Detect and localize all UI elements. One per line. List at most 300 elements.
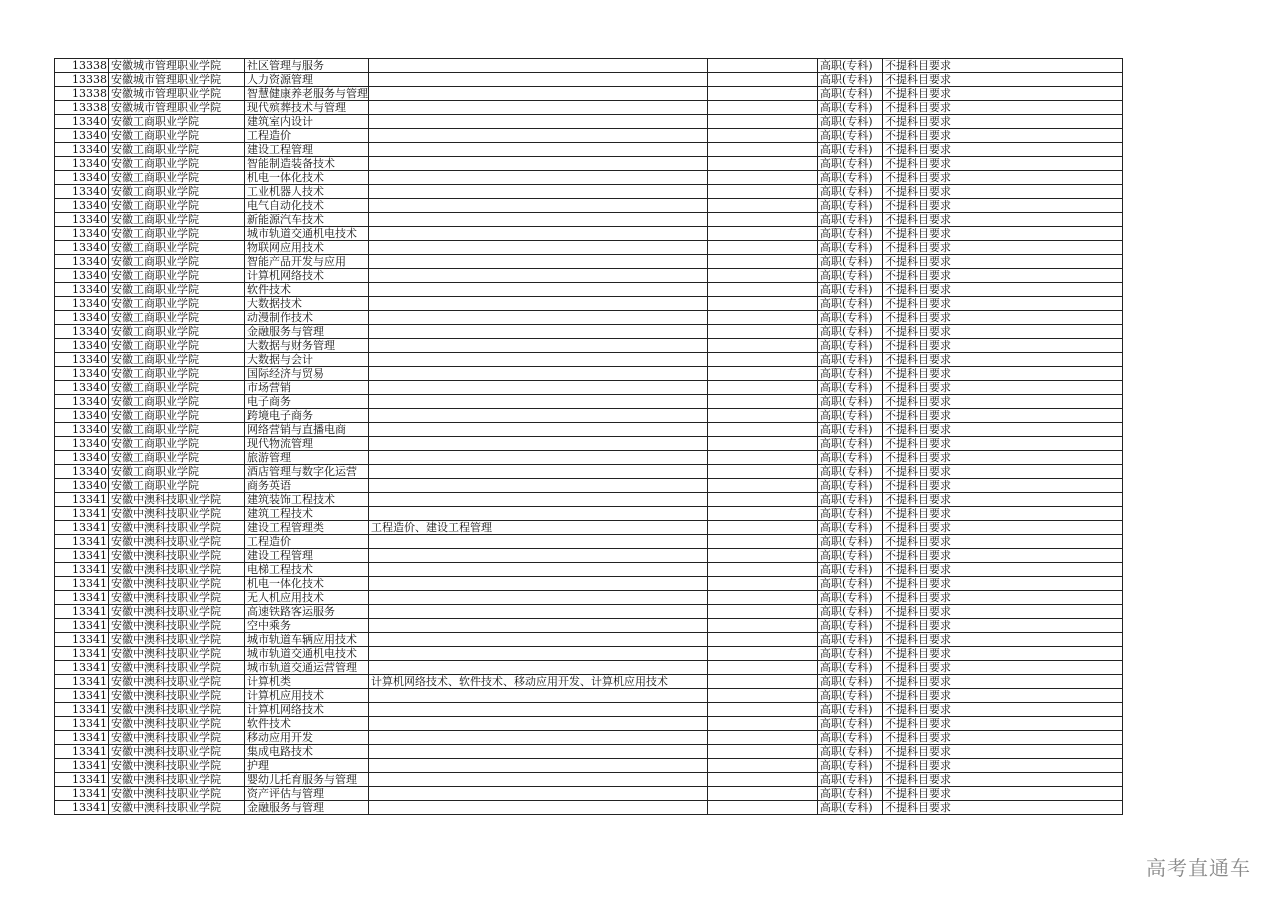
major-name-cell: 建设工程管理 — [245, 143, 369, 157]
table-row — [55, 787, 1123, 801]
school-code-cell: 13340 — [55, 423, 109, 437]
level-cell: 高职(专科) — [818, 143, 883, 157]
school-name-cell: 安徽工商职业学院 — [109, 437, 245, 451]
table-row — [55, 269, 1123, 283]
school-code-cell: 13340 — [55, 325, 109, 339]
table-row — [55, 185, 1123, 199]
subject-requirement-cell: 不提科目要求 — [883, 759, 1123, 773]
school-name-cell: 安徽中澳科技职业学院 — [109, 675, 245, 689]
subject-requirement-cell: 不提科目要求 — [883, 171, 1123, 185]
included-majors-cell — [369, 619, 708, 633]
subject-requirement-cell: 不提科目要求 — [883, 493, 1123, 507]
major-name-cell: 电气自动化技术 — [245, 199, 369, 213]
school-name-cell: 安徽中澳科技职业学院 — [109, 647, 245, 661]
school-name-cell: 安徽工商职业学院 — [109, 199, 245, 213]
included-majors-cell — [369, 703, 708, 717]
school-name-cell: 安徽工商职业学院 — [109, 115, 245, 129]
table-row — [55, 647, 1123, 661]
note-cell — [708, 577, 818, 591]
included-majors-cell — [369, 605, 708, 619]
school-name-cell: 安徽工商职业学院 — [109, 353, 245, 367]
level-cell: 高职(专科) — [818, 773, 883, 787]
level-cell: 高职(专科) — [818, 759, 883, 773]
included-majors-cell — [369, 409, 708, 423]
table-row — [55, 353, 1123, 367]
school-code-cell: 13340 — [55, 395, 109, 409]
major-name-cell: 新能源汽车技术 — [245, 213, 369, 227]
subject-requirement-cell: 不提科目要求 — [883, 633, 1123, 647]
school-code-cell: 13340 — [55, 227, 109, 241]
school-name-cell: 安徽中澳科技职业学院 — [109, 745, 245, 759]
level-cell: 高职(专科) — [818, 591, 883, 605]
school-code-cell: 13340 — [55, 171, 109, 185]
major-name-cell: 工业机器人技术 — [245, 185, 369, 199]
school-name-cell: 安徽中澳科技职业学院 — [109, 535, 245, 549]
major-name-cell: 工程造价 — [245, 535, 369, 549]
subject-requirement-cell: 不提科目要求 — [883, 745, 1123, 759]
included-majors-cell — [369, 171, 708, 185]
school-code-cell: 13341 — [55, 591, 109, 605]
level-cell: 高职(专科) — [818, 367, 883, 381]
major-name-cell: 酒店管理与数字化运营 — [245, 465, 369, 479]
note-cell — [708, 297, 818, 311]
school-code-cell: 13340 — [55, 339, 109, 353]
level-cell: 高职(专科) — [818, 115, 883, 129]
subject-requirement-cell: 不提科目要求 — [883, 787, 1123, 801]
level-cell: 高职(专科) — [818, 339, 883, 353]
subject-requirement-cell: 不提科目要求 — [883, 73, 1123, 87]
school-code-cell: 13341 — [55, 619, 109, 633]
school-name-cell: 安徽工商职业学院 — [109, 269, 245, 283]
table-row — [55, 465, 1123, 479]
school-code-cell: 13340 — [55, 283, 109, 297]
subject-requirement-cell: 不提科目要求 — [883, 87, 1123, 101]
level-cell: 高职(专科) — [818, 87, 883, 101]
school-code-cell: 13341 — [55, 535, 109, 549]
subject-requirement-cell: 不提科目要求 — [883, 647, 1123, 661]
major-name-cell: 现代殡葬技术与管理 — [245, 101, 369, 115]
school-code-cell: 13340 — [55, 199, 109, 213]
included-majors-cell — [369, 59, 708, 73]
included-majors-cell — [369, 381, 708, 395]
table-row — [55, 311, 1123, 325]
level-cell: 高职(专科) — [818, 409, 883, 423]
school-name-cell: 安徽工商职业学院 — [109, 171, 245, 185]
major-name-cell: 城市轨道车辆应用技术 — [245, 633, 369, 647]
subject-requirement-cell: 不提科目要求 — [883, 423, 1123, 437]
table-row — [55, 703, 1123, 717]
major-name-cell: 城市轨道交通运营管理 — [245, 661, 369, 675]
school-name-cell: 安徽工商职业学院 — [109, 423, 245, 437]
level-cell: 高职(专科) — [818, 745, 883, 759]
table-row — [55, 689, 1123, 703]
note-cell — [708, 171, 818, 185]
subject-requirement-cell: 不提科目要求 — [883, 213, 1123, 227]
note-cell — [708, 143, 818, 157]
school-code-cell: 13340 — [55, 353, 109, 367]
subject-requirement-cell: 不提科目要求 — [883, 549, 1123, 563]
included-majors-cell — [369, 241, 708, 255]
major-name-cell: 工程造价 — [245, 129, 369, 143]
table-row — [55, 325, 1123, 339]
school-name-cell: 安徽中澳科技职业学院 — [109, 801, 245, 815]
level-cell: 高职(专科) — [818, 479, 883, 493]
major-name-cell: 计算机应用技术 — [245, 689, 369, 703]
subject-requirement-cell: 不提科目要求 — [883, 59, 1123, 73]
included-majors-cell — [369, 269, 708, 283]
note-cell — [708, 479, 818, 493]
note-cell — [708, 493, 818, 507]
subject-requirement-cell: 不提科目要求 — [883, 143, 1123, 157]
major-name-cell: 电梯工程技术 — [245, 563, 369, 577]
table-row — [55, 731, 1123, 745]
major-name-cell: 城市轨道交通机电技术 — [245, 227, 369, 241]
level-cell: 高职(专科) — [818, 731, 883, 745]
major-name-cell: 国际经济与贸易 — [245, 367, 369, 381]
table-row — [55, 423, 1123, 437]
included-majors-cell — [369, 591, 708, 605]
school-code-cell: 13341 — [55, 507, 109, 521]
major-name-cell: 婴幼儿托育服务与管理 — [245, 773, 369, 787]
level-cell: 高职(专科) — [818, 605, 883, 619]
table-row — [55, 241, 1123, 255]
school-code-cell: 13341 — [55, 605, 109, 619]
school-name-cell: 安徽工商职业学院 — [109, 395, 245, 409]
level-cell: 高职(专科) — [818, 521, 883, 535]
subject-requirement-cell: 不提科目要求 — [883, 353, 1123, 367]
note-cell — [708, 535, 818, 549]
included-majors-cell — [369, 479, 708, 493]
subject-requirement-cell: 不提科目要求 — [883, 269, 1123, 283]
table-row — [55, 171, 1123, 185]
subject-requirement-cell: 不提科目要求 — [883, 367, 1123, 381]
school-code-cell: 13340 — [55, 367, 109, 381]
note-cell — [708, 227, 818, 241]
note-cell — [708, 549, 818, 563]
table-row — [55, 563, 1123, 577]
included-majors-cell — [369, 115, 708, 129]
school-name-cell: 安徽工商职业学院 — [109, 367, 245, 381]
school-code-cell: 13341 — [55, 563, 109, 577]
note-cell — [708, 787, 818, 801]
table-row — [55, 157, 1123, 171]
included-majors-cell — [369, 129, 708, 143]
school-code-cell: 13340 — [55, 185, 109, 199]
note-cell — [708, 703, 818, 717]
table-row — [55, 451, 1123, 465]
level-cell: 高职(专科) — [818, 269, 883, 283]
included-majors-cell — [369, 325, 708, 339]
subject-requirement-cell: 不提科目要求 — [883, 129, 1123, 143]
admission-table — [54, 58, 1123, 815]
table-row — [55, 59, 1123, 73]
table-row — [55, 619, 1123, 633]
level-cell: 高职(专科) — [818, 199, 883, 213]
level-cell: 高职(专科) — [818, 633, 883, 647]
subject-requirement-cell: 不提科目要求 — [883, 199, 1123, 213]
note-cell — [708, 339, 818, 353]
note-cell — [708, 521, 818, 535]
table-row — [55, 521, 1123, 535]
subject-requirement-cell: 不提科目要求 — [883, 311, 1123, 325]
included-majors-cell — [369, 437, 708, 451]
school-code-cell: 13340 — [55, 437, 109, 451]
level-cell: 高职(专科) — [818, 171, 883, 185]
school-name-cell: 安徽工商职业学院 — [109, 381, 245, 395]
level-cell: 高职(专科) — [818, 185, 883, 199]
school-name-cell: 安徽工商职业学院 — [109, 129, 245, 143]
table-row — [55, 675, 1123, 689]
subject-requirement-cell: 不提科目要求 — [883, 297, 1123, 311]
included-majors-cell — [369, 185, 708, 199]
note-cell — [708, 675, 818, 689]
table-row — [55, 661, 1123, 675]
table-row — [55, 367, 1123, 381]
level-cell: 高职(专科) — [818, 381, 883, 395]
table-row — [55, 801, 1123, 815]
subject-requirement-cell: 不提科目要求 — [883, 535, 1123, 549]
included-majors-cell — [369, 647, 708, 661]
school-code-cell: 13340 — [55, 157, 109, 171]
table-row — [55, 507, 1123, 521]
major-name-cell: 空中乘务 — [245, 619, 369, 633]
subject-requirement-cell: 不提科目要求 — [883, 773, 1123, 787]
major-name-cell: 旅游管理 — [245, 451, 369, 465]
school-name-cell: 安徽工商职业学院 — [109, 283, 245, 297]
major-name-cell: 智能产品开发与应用 — [245, 255, 369, 269]
level-cell: 高职(专科) — [818, 465, 883, 479]
table-row — [55, 773, 1123, 787]
note-cell — [708, 129, 818, 143]
level-cell: 高职(专科) — [818, 801, 883, 815]
school-code-cell: 13341 — [55, 689, 109, 703]
school-code-cell: 13341 — [55, 745, 109, 759]
major-name-cell: 大数据技术 — [245, 297, 369, 311]
note-cell — [708, 395, 818, 409]
level-cell: 高职(专科) — [818, 353, 883, 367]
school-code-cell: 13341 — [55, 787, 109, 801]
subject-requirement-cell: 不提科目要求 — [883, 115, 1123, 129]
level-cell: 高职(专科) — [818, 213, 883, 227]
note-cell — [708, 101, 818, 115]
school-name-cell: 安徽工商职业学院 — [109, 143, 245, 157]
major-name-cell: 物联网应用技术 — [245, 241, 369, 255]
note-cell — [708, 157, 818, 171]
table-row — [55, 101, 1123, 115]
major-name-cell: 建设工程管理类 — [245, 521, 369, 535]
level-cell: 高职(专科) — [818, 101, 883, 115]
note-cell — [708, 647, 818, 661]
table-row — [55, 227, 1123, 241]
included-majors-cell: 计算机网络技术、软件技术、移动应用开发、计算机应用技术 — [369, 675, 708, 689]
note-cell — [708, 801, 818, 815]
level-cell: 高职(专科) — [818, 661, 883, 675]
level-cell: 高职(专科) — [818, 297, 883, 311]
school-name-cell: 安徽工商职业学院 — [109, 255, 245, 269]
included-majors-cell — [369, 227, 708, 241]
subject-requirement-cell: 不提科目要求 — [883, 675, 1123, 689]
table-row — [55, 255, 1123, 269]
school-name-cell: 安徽中澳科技职业学院 — [109, 549, 245, 563]
note-cell — [708, 731, 818, 745]
school-code-cell: 13338 — [55, 101, 109, 115]
school-name-cell: 安徽工商职业学院 — [109, 325, 245, 339]
table-row — [55, 591, 1123, 605]
level-cell: 高职(专科) — [818, 647, 883, 661]
note-cell — [708, 619, 818, 633]
school-name-cell: 安徽中澳科技职业学院 — [109, 563, 245, 577]
school-code-cell: 13340 — [55, 297, 109, 311]
school-name-cell: 安徽工商职业学院 — [109, 409, 245, 423]
major-name-cell: 金融服务与管理 — [245, 325, 369, 339]
subject-requirement-cell: 不提科目要求 — [883, 437, 1123, 451]
note-cell — [708, 717, 818, 731]
included-majors-cell — [369, 633, 708, 647]
table-row — [55, 479, 1123, 493]
subject-requirement-cell: 不提科目要求 — [883, 521, 1123, 535]
school-name-cell: 安徽中澳科技职业学院 — [109, 633, 245, 647]
included-majors-cell — [369, 353, 708, 367]
table-row — [55, 535, 1123, 549]
subject-requirement-cell: 不提科目要求 — [883, 241, 1123, 255]
table-row — [55, 633, 1123, 647]
included-majors-cell — [369, 199, 708, 213]
table-row — [55, 339, 1123, 353]
major-name-cell: 集成电路技术 — [245, 745, 369, 759]
note-cell — [708, 409, 818, 423]
level-cell: 高职(专科) — [818, 689, 883, 703]
subject-requirement-cell: 不提科目要求 — [883, 451, 1123, 465]
school-name-cell: 安徽中澳科技职业学院 — [109, 591, 245, 605]
subject-requirement-cell: 不提科目要求 — [883, 227, 1123, 241]
major-name-cell: 大数据与财务管理 — [245, 339, 369, 353]
school-code-cell: 13341 — [55, 759, 109, 773]
school-name-cell: 安徽工商职业学院 — [109, 185, 245, 199]
school-name-cell: 安徽工商职业学院 — [109, 311, 245, 325]
school-name-cell: 安徽中澳科技职业学院 — [109, 759, 245, 773]
school-code-cell: 13341 — [55, 717, 109, 731]
note-cell — [708, 661, 818, 675]
major-name-cell: 人力资源管理 — [245, 73, 369, 87]
major-name-cell: 建设工程管理 — [245, 549, 369, 563]
table-row — [55, 395, 1123, 409]
major-name-cell: 跨境电子商务 — [245, 409, 369, 423]
table-row — [55, 199, 1123, 213]
major-name-cell: 建筑工程技术 — [245, 507, 369, 521]
level-cell: 高职(专科) — [818, 73, 883, 87]
table-row — [55, 437, 1123, 451]
school-code-cell: 13341 — [55, 647, 109, 661]
school-name-cell: 安徽中澳科技职业学院 — [109, 507, 245, 521]
included-majors-cell — [369, 297, 708, 311]
note-cell — [708, 325, 818, 339]
included-majors-cell — [369, 367, 708, 381]
school-code-cell: 13340 — [55, 479, 109, 493]
level-cell: 高职(专科) — [818, 535, 883, 549]
level-cell: 高职(专科) — [818, 325, 883, 339]
level-cell: 高职(专科) — [818, 493, 883, 507]
level-cell: 高职(专科) — [818, 717, 883, 731]
note-cell — [708, 59, 818, 73]
level-cell: 高职(专科) — [818, 283, 883, 297]
table-row — [55, 493, 1123, 507]
major-name-cell: 计算机网络技术 — [245, 703, 369, 717]
level-cell: 高职(专科) — [818, 157, 883, 171]
note-cell — [708, 311, 818, 325]
school-name-cell: 安徽城市管理职业学院 — [109, 73, 245, 87]
school-code-cell: 13340 — [55, 213, 109, 227]
included-majors-cell — [369, 801, 708, 815]
school-code-cell: 13340 — [55, 115, 109, 129]
level-cell: 高职(专科) — [818, 451, 883, 465]
school-code-cell: 13341 — [55, 801, 109, 815]
school-code-cell: 13340 — [55, 129, 109, 143]
table-row — [55, 213, 1123, 227]
major-name-cell: 建筑装饰工程技术 — [245, 493, 369, 507]
major-name-cell: 护理 — [245, 759, 369, 773]
major-name-cell: 社区管理与服务 — [245, 59, 369, 73]
school-name-cell: 安徽中澳科技职业学院 — [109, 521, 245, 535]
subject-requirement-cell: 不提科目要求 — [883, 409, 1123, 423]
major-name-cell: 电子商务 — [245, 395, 369, 409]
included-majors-cell — [369, 745, 708, 759]
major-name-cell: 智能制造装备技术 — [245, 157, 369, 171]
subject-requirement-cell: 不提科目要求 — [883, 101, 1123, 115]
note-cell — [708, 563, 818, 577]
table-row — [55, 73, 1123, 87]
subject-requirement-cell: 不提科目要求 — [883, 339, 1123, 353]
major-name-cell: 机电一体化技术 — [245, 577, 369, 591]
note-cell — [708, 381, 818, 395]
school-code-cell: 13340 — [55, 255, 109, 269]
major-name-cell: 计算机网络技术 — [245, 269, 369, 283]
table-row — [55, 115, 1123, 129]
major-name-cell: 软件技术 — [245, 717, 369, 731]
note-cell — [708, 591, 818, 605]
table-body — [55, 59, 1123, 815]
major-name-cell: 网络营销与直播电商 — [245, 423, 369, 437]
major-name-cell: 市场营销 — [245, 381, 369, 395]
school-code-cell: 13341 — [55, 577, 109, 591]
subject-requirement-cell: 不提科目要求 — [883, 381, 1123, 395]
subject-requirement-cell: 不提科目要求 — [883, 185, 1123, 199]
major-name-cell: 移动应用开发 — [245, 731, 369, 745]
note-cell — [708, 465, 818, 479]
school-name-cell: 安徽工商职业学院 — [109, 227, 245, 241]
included-majors-cell — [369, 465, 708, 479]
included-majors-cell — [369, 563, 708, 577]
school-code-cell: 13340 — [55, 409, 109, 423]
included-majors-cell — [369, 283, 708, 297]
note-cell — [708, 633, 818, 647]
level-cell: 高职(专科) — [818, 703, 883, 717]
table-row — [55, 577, 1123, 591]
table-row — [55, 409, 1123, 423]
level-cell: 高职(专科) — [818, 423, 883, 437]
included-majors-cell — [369, 549, 708, 563]
table-row — [55, 297, 1123, 311]
major-name-cell: 动漫制作技术 — [245, 311, 369, 325]
level-cell: 高职(专科) — [818, 255, 883, 269]
included-majors-cell — [369, 507, 708, 521]
included-majors-cell — [369, 759, 708, 773]
subject-requirement-cell: 不提科目要求 — [883, 619, 1123, 633]
level-cell: 高职(专科) — [818, 241, 883, 255]
included-majors-cell — [369, 101, 708, 115]
school-name-cell: 安徽工商职业学院 — [109, 297, 245, 311]
school-code-cell: 13341 — [55, 703, 109, 717]
school-code-cell: 13341 — [55, 773, 109, 787]
